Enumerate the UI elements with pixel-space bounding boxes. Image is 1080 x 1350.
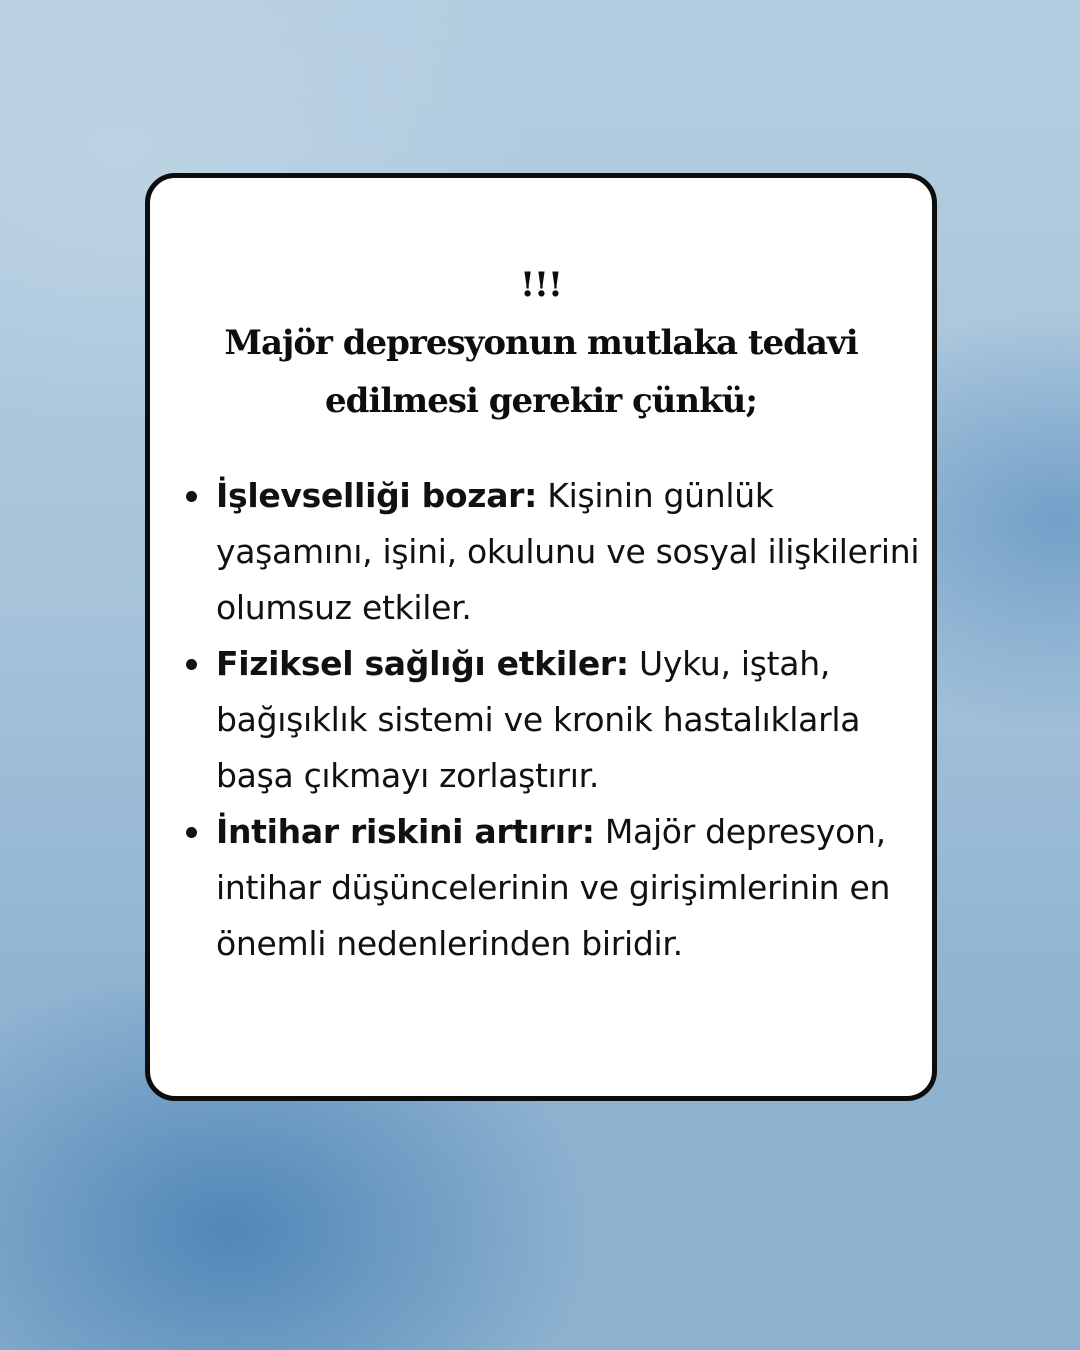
card-heading — [150, 256, 932, 430]
bullet-dot-icon — [186, 659, 197, 670]
item-text: Kişinin günlük yaşamını, işini, okulunu ve sosyal ilişkilerini olumsuz etkiler. — [216, 476, 920, 627]
list-item — [178, 636, 933, 804]
list-item — [178, 468, 933, 636]
exclamation-marks: !!! — [520, 265, 562, 305]
heading-line-2: edilmesi gerekir çünkü; — [325, 381, 757, 421]
info-card — [145, 173, 937, 1101]
item-text: Majör depresyon, intihar düşüncelerinin ve girişimlerinin en önemli nedenlerinden biridir. — [216, 812, 891, 963]
reasons-list — [178, 468, 933, 972]
item-term: Fiziksel sağlığı etkiler: — [216, 644, 629, 683]
item-term: İntihar riskini artırır: — [216, 812, 595, 851]
item-term: İşlevselliği bozar: — [216, 476, 538, 515]
bullet-dot-icon — [186, 491, 197, 502]
item-text: Uyku, iştah, bağışıklık sistemi ve kronik hastalıklarla başa çıkmayı zorlaştırır. — [216, 644, 861, 795]
heading-line-1: Majör depresyonun mutlaka tedavi — [224, 323, 858, 363]
list-item — [178, 804, 933, 972]
bullet-dot-icon — [186, 827, 197, 838]
